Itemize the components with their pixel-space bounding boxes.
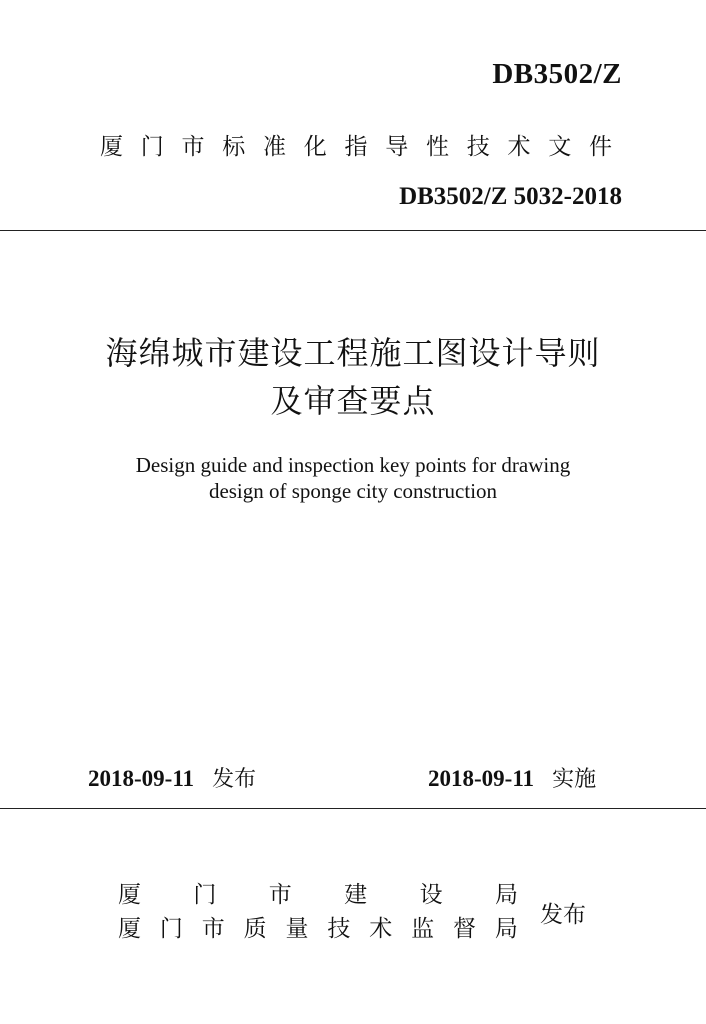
char: 门 (140, 134, 164, 160)
char: 厦 (118, 882, 141, 908)
char: 市 (201, 916, 225, 942)
document-number: DB3502/Z 5032-2018 (399, 183, 622, 210)
issuer-construction-bureau (118, 878, 518, 912)
top-divider (0, 230, 706, 231)
char: 厦 (118, 916, 141, 942)
char: 件 (589, 134, 612, 160)
char: 术 (507, 134, 531, 160)
char: 督 (453, 916, 476, 942)
char: 准 (263, 134, 286, 160)
char: 建 (344, 882, 368, 908)
char: 市 (181, 134, 205, 160)
series-code: DB3502/Z (492, 58, 622, 90)
char: 性 (426, 134, 449, 160)
publish-label: 发布 (212, 767, 257, 792)
char: 质 (243, 916, 267, 942)
char: 技 (466, 134, 490, 160)
char: 局 (494, 882, 518, 908)
char: 设 (419, 882, 443, 908)
char: 文 (548, 134, 572, 160)
char: 指 (344, 134, 368, 160)
issuers-publish-label: 发布 (540, 902, 586, 928)
publish-date-block (88, 762, 256, 793)
effective-date: 2018-09-11 (428, 766, 535, 791)
char: 导 (385, 134, 409, 160)
publish-date: 2018-09-11 (88, 766, 195, 791)
issuing-authorities (118, 878, 518, 946)
title-chinese-line2: 及审查要点 (270, 382, 436, 420)
char: 技 (327, 916, 351, 942)
issuer-quality-bureau (118, 912, 518, 946)
char: 市 (268, 882, 292, 908)
char: 术 (369, 916, 393, 942)
effective-label: 实施 (552, 767, 597, 792)
char: 门 (159, 916, 183, 942)
char: 化 (303, 134, 327, 160)
char: 量 (285, 916, 309, 942)
document-type (100, 128, 612, 161)
char: 厦 (100, 134, 123, 160)
title-chinese-line1: 海绵城市建设工程施工图设计导则 (105, 334, 601, 372)
title-english-line2: design of sponge city construction (208, 479, 498, 503)
char: 局 (494, 916, 518, 942)
char: 门 (193, 882, 217, 908)
char: 标 (222, 134, 246, 160)
bottom-divider (0, 808, 706, 809)
effective-date-block (428, 762, 596, 793)
char: 监 (411, 916, 435, 942)
title-english-line1: Design guide and inspection key points for drawing (135, 453, 571, 477)
